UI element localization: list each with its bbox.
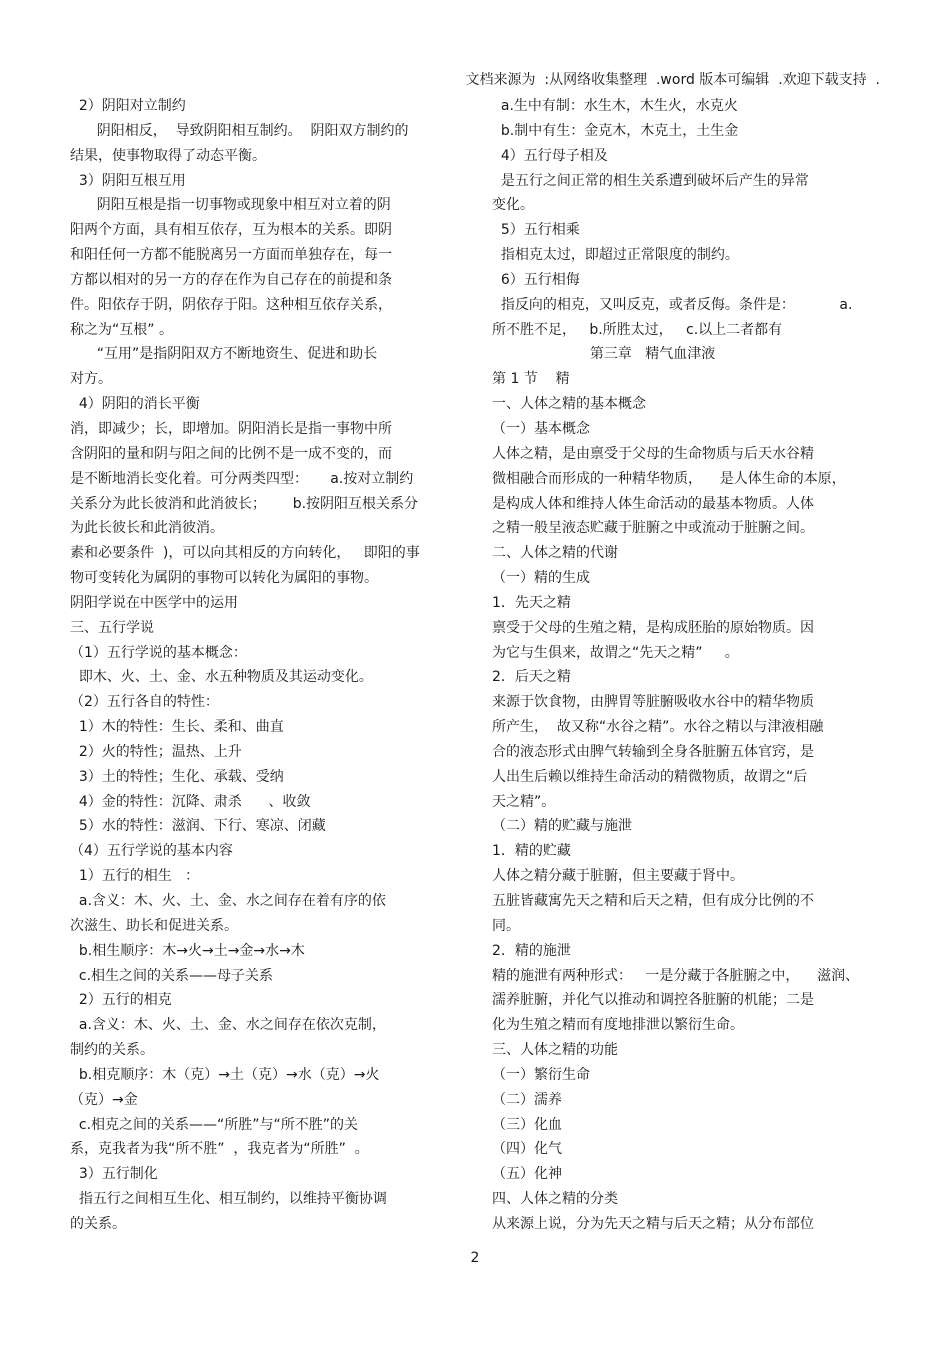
text-line: 阴阳学说在中医学中的运用 [70, 594, 238, 611]
text-line: 2．精的施泄 [492, 942, 571, 959]
text-line: 二、人体之精的代谢 [492, 545, 618, 562]
text-line: 4）金的特性：沉降、肃杀 、收敛 [70, 793, 311, 810]
text-line: 精的施泄有两种形式： 一是分藏于各脏腑之中， 滋润、 [492, 967, 860, 984]
text-line: a.含义：木、火、土、金、水之间存在着有序的依 [70, 893, 386, 909]
text-line: 4）阴阳的消长平衡 [70, 396, 200, 413]
text-line: （四）化气 [492, 1141, 562, 1158]
text-line: 是五行之间正常的相生关系遭到破坏后产生的异常 [492, 172, 809, 189]
text-line: 1．先天之精 [492, 594, 571, 611]
text-line: 第三章 精气血津液 [492, 346, 716, 363]
text-line: （一）精的生成 [492, 570, 590, 587]
text-line: （克）→金 [70, 1091, 138, 1108]
text-line: （二）精的贮藏与施泄 [492, 818, 632, 835]
text-line: 系，克我者为我“所不胜” ，我克者为“所胜” 。 [70, 1141, 369, 1158]
text-line: b.相克顺序：木（克）→土（克）→水（克）→火 [70, 1066, 380, 1083]
right-column [492, 94, 874, 1237]
text-line: 合的液态形式由脾气转输到全身各脏腑五体官窍，是 [492, 743, 814, 760]
text-line: 人体之精，是由禀受于父母的生命物质与后天水谷精 [492, 445, 814, 462]
text-line: 同。 [492, 917, 520, 934]
text-line: 2．后天之精 [492, 669, 571, 686]
text-line: 五脏皆藏寓先天之精和后天之精，但有成分比例的不 [492, 893, 814, 909]
text-line: 物可变转化为属阴的事物可以转化为属阳的事物。 [70, 570, 378, 587]
text-line: （五）化神 [492, 1166, 562, 1183]
text-line: 消，即减少；长，即增加。阴阳消长是指一事物中所 [70, 420, 392, 437]
page-number: 2 [470, 1250, 480, 1266]
left-column [70, 94, 452, 1237]
text-line: 制约的关系。 [70, 1042, 154, 1059]
text-line: “互用”是指阴阳双方不断地资生、促进和助长 [70, 346, 378, 363]
text-line: 第 1 节 精 [492, 371, 570, 388]
text-line: （三）化血 [492, 1116, 562, 1133]
text-line: （1）五行学说的基本概念： [70, 644, 247, 661]
text-line: 从来源上说，分为先天之精与后天之精；从分布部位 [492, 1215, 814, 1232]
text-line: （一）繁衍生命 [492, 1066, 590, 1083]
text-line: 三、五行学说 [70, 619, 154, 636]
text-line: b.相生顺序：木→火→土→金→水→木 [70, 942, 305, 959]
text-line: （2）五行各自的特性： [70, 694, 219, 711]
text-line: 为它与生俱来，故谓之“先天之精” 。 [492, 644, 739, 661]
text-line: 4）五行母子相及 [492, 147, 608, 164]
text-line: 3）土的特性；生化、承载、受纳 [70, 768, 284, 785]
text-line: 1．精的贮藏 [492, 843, 571, 860]
text-line: 5）水的特性：滋润、下行、寒凉、闭藏 [70, 818, 326, 835]
text-line: 1）木的特性：生长、柔和、曲直 [70, 719, 284, 736]
text-line: （二）濡养 [492, 1091, 562, 1108]
text-line: 是不断地消长变化着。可分两类四型： a.按对立制约 [70, 470, 414, 487]
text-line: 一、人体之精的基本概念 [492, 396, 646, 413]
text-line: 素和必要条件 )，可以向其相反的方向转化， 即阳的事 [70, 545, 420, 562]
text-line: 方都以相对的另一方的存在作为自己存在的前提和条 [70, 271, 392, 288]
text-line: 1）五行的相生 ： [70, 868, 200, 885]
text-line: 禀受于父母的生殖之精，是构成胚胎的原始物质。因 [492, 619, 814, 636]
text-line: a.生中有制：水生木，木生火，水克火 [492, 98, 738, 114]
text-line: （一）基本概念 [492, 420, 590, 437]
text-line: 指五行之间相互生化、相互制约，以维持平衡协调 [70, 1191, 387, 1208]
text-line: 指反向的相克，又叫反克，或者反侮。条件是： a. [492, 296, 853, 313]
text-line: 阴阳相反， 导致阴阳相互制约。 阴阳双方制约的 [70, 122, 409, 139]
text-line: 和阳任何一方都不能脱离另一方面而单独存在，每一 [70, 247, 392, 264]
text-line: 3）五行制化 [70, 1166, 158, 1183]
text-line: 是构成人体和维持人体生命活动的最基本物质。人体 [492, 495, 814, 512]
text-line: 指相克太过，即超过正常限度的制约。 [492, 247, 739, 264]
text-line: 次滋生、助长和促进关系。 [70, 917, 238, 934]
text-line: 化为生殖之精而有度地排泄以繁衍生命。 [492, 1017, 744, 1034]
text-line: 6）五行相侮 [492, 271, 580, 288]
text-line: 人出生后赖以维持生命活动的精微物质，故谓之“后 [492, 768, 808, 785]
text-line: 阳两个方面，具有相互依存，互为根本的关系。即阴 [70, 222, 392, 239]
text-line: 5）五行相乘 [492, 222, 580, 239]
text-line: a.含义：木、火、土、金、水之间存在依次克制， [70, 1017, 386, 1034]
text-line: 所不胜不足， b.所胜太过， c.以上二者都有 [492, 321, 783, 338]
text-line: 阴阳互根是指一切事物或现象中相互对立着的阴 [70, 197, 391, 214]
source-note: 文档来源为 :从网络收集整理 .word 版本可编辑 .欢迎下载支持 . [465, 72, 880, 88]
text-line: 人体之精分藏于脏腑，但主要藏于肾中。 [492, 868, 744, 885]
text-line: 濡养脏腑，并化气以推动和调控各脏腑的机能；二是 [492, 992, 814, 1009]
text-line: 所产生， 故又称“水谷之精”。水谷之精以与津液相融 [492, 719, 824, 736]
text-line: 2）五行的相克 [70, 992, 172, 1009]
text-line: 3）阴阳互根互用 [70, 172, 186, 189]
text-line: 结果，使事物取得了动态平衡。 [70, 147, 266, 164]
text-line: 关系分为此长彼消和此消彼长； b.按阴阳互根关系分 [70, 495, 419, 512]
text-line: 之精一般呈液态贮藏于脏腑之中或流动于脏腑之间。 [492, 520, 814, 537]
text-line: 四、人体之精的分类 [492, 1191, 618, 1208]
text-line: 来源于饮食物，由脾胃等脏腑吸收水谷中的精华物质 [492, 694, 814, 711]
text-line: （4）五行学说的基本内容 [70, 843, 233, 860]
text-line: 2）火的特性；温热、上升 [70, 743, 242, 760]
text-line: c.相克之间的关系——“所胜”与“所不胜”的关 [70, 1116, 359, 1133]
text-line: c.相生之间的关系——母子关系 [70, 967, 274, 984]
text-line: 即木、火、土、金、水五种物质及其运动变化。 [70, 669, 373, 686]
text-line: 件。阳依存于阴，阴依存于阳。这种相互依存关系， [70, 296, 392, 313]
text-line: 三、人体之精的功能 [492, 1042, 618, 1059]
text-line: 为此长彼长和此消彼消。 [70, 520, 224, 537]
text-line: 的关系。 [70, 1215, 126, 1232]
text-line: 变化。 [492, 197, 534, 214]
text-line: 天之精”。 [492, 793, 556, 810]
text-line: b.制中有生：金克木，木克土，土生金 [492, 122, 739, 139]
text-line: 微相融合而形成的一种精华物质， 是人体生命的本原， [492, 470, 846, 487]
text-line: 2）阴阳对立制约 [70, 98, 186, 114]
text-line: 称之为“互根” 。 [70, 321, 173, 338]
text-line: 对方。 [70, 371, 112, 388]
text-line: 含阴阳的量和阴与阳之间的比例不是一成不变的，而 [70, 445, 392, 462]
